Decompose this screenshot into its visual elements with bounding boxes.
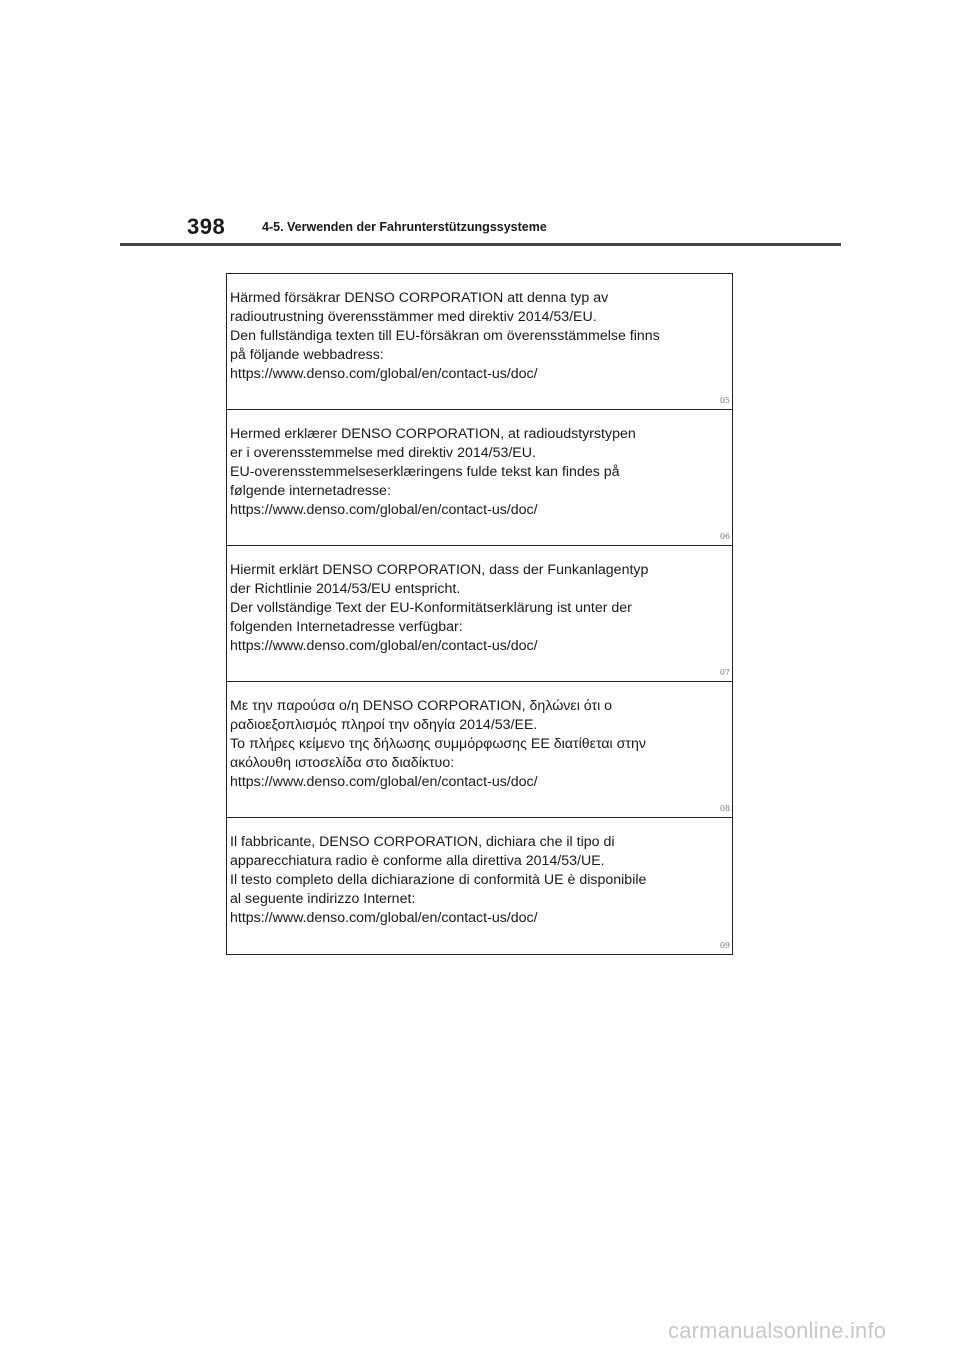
declaration-line: Härmed försäkrar DENSO CORPORATION att denna typ av [230, 290, 609, 306]
declaration-text [230, 833, 720, 928]
declaration-url[interactable]: https://www.denso.com/global/en/contact-us/doc/ [230, 366, 538, 382]
declaration-italian [227, 818, 732, 954]
declaration-text [230, 561, 720, 656]
declaration-swedish [227, 274, 732, 410]
declaration-code: 05 [719, 396, 730, 405]
declaration-code: 09 [719, 941, 730, 950]
declaration-line: Με την παρούσα ο/η DENSO CORPORATION, δηλώνει ότι ο [230, 698, 613, 714]
declaration-danish [227, 410, 732, 546]
declaration-line: ακόλουθη ιστοσελίδα στο διαδίκτυο: [230, 755, 455, 771]
declaration-line: radioutrustning överensstämmer med direktiv 2014/53/EU. [230, 309, 597, 325]
declaration-code: 08 [719, 804, 730, 813]
declaration-url[interactable]: https://www.denso.com/global/en/contact-us/doc/ [230, 774, 538, 790]
declaration-line: Den fullständiga texten till EU-försäkran om överensstämmelse finns [230, 328, 660, 344]
declaration-line: er i overensstemmelse med direktiv 2014/53/EU. [230, 445, 536, 461]
declaration-line: al seguente indirizzo Internet: [230, 891, 416, 907]
declaration-text [230, 697, 720, 792]
declaration-code: 06 [719, 532, 730, 541]
page-number: 398 [187, 214, 226, 239]
declaration-text [230, 289, 720, 384]
declaration-line: på följande webbadress: [230, 347, 384, 363]
declaration-line: der Richtlinie 2014/53/EU entspricht. [230, 581, 461, 597]
page-header [0, 0, 960, 250]
declaration-line: Το πλήρες κείμενο της δήλωσης συμμόρφωσης ΕΕ διατίθεται στην [230, 736, 646, 752]
section-title: 4-5. Verwenden der Fahrunterstützungssysteme [262, 220, 547, 234]
declaration-line: Il testo completo della dichiarazione di conformità UE è disponibile [230, 872, 647, 888]
declaration-line: EU-overensstemmelseserklæringens fulde tekst kan findes på [230, 464, 620, 480]
declaration-line: apparecchiatura radio è conforme alla direttiva 2014/53/UE. [230, 853, 605, 869]
declaration-text [230, 425, 720, 520]
declaration-line: folgenden Internetadresse verfügbar: [230, 619, 463, 635]
declaration-url[interactable]: https://www.denso.com/global/en/contact-us/doc/ [230, 910, 538, 926]
declaration-url[interactable]: https://www.denso.com/global/en/contact-us/doc/ [230, 502, 538, 518]
declaration-greek [227, 682, 732, 818]
header-divider [120, 243, 841, 246]
watermark: carmanualsonline.info [668, 1318, 887, 1343]
declaration-line: Der vollständige Text der EU-Konformitätserklärung ist unter der [230, 600, 632, 616]
declarations-table [226, 273, 733, 955]
declaration-code: 07 [719, 668, 730, 677]
declaration-line: følgende internetadresse: [230, 483, 391, 499]
declaration-line: Il fabbricante, DENSO CORPORATION, dichiara che il tipo di [230, 834, 615, 850]
declaration-url[interactable]: https://www.denso.com/global/en/contact-us/doc/ [230, 638, 538, 654]
declaration-line: Hiermit erklärt DENSO CORPORATION, dass der Funkanlagentyp [230, 562, 649, 578]
declaration-german [227, 546, 732, 682]
declaration-line: Hermed erklærer DENSO CORPORATION, at radioudstyrstypen [230, 426, 636, 442]
declaration-line: ραδιοεξοπλισμός πληροί την οδηγία 2014/53/ΕΕ. [230, 717, 538, 733]
